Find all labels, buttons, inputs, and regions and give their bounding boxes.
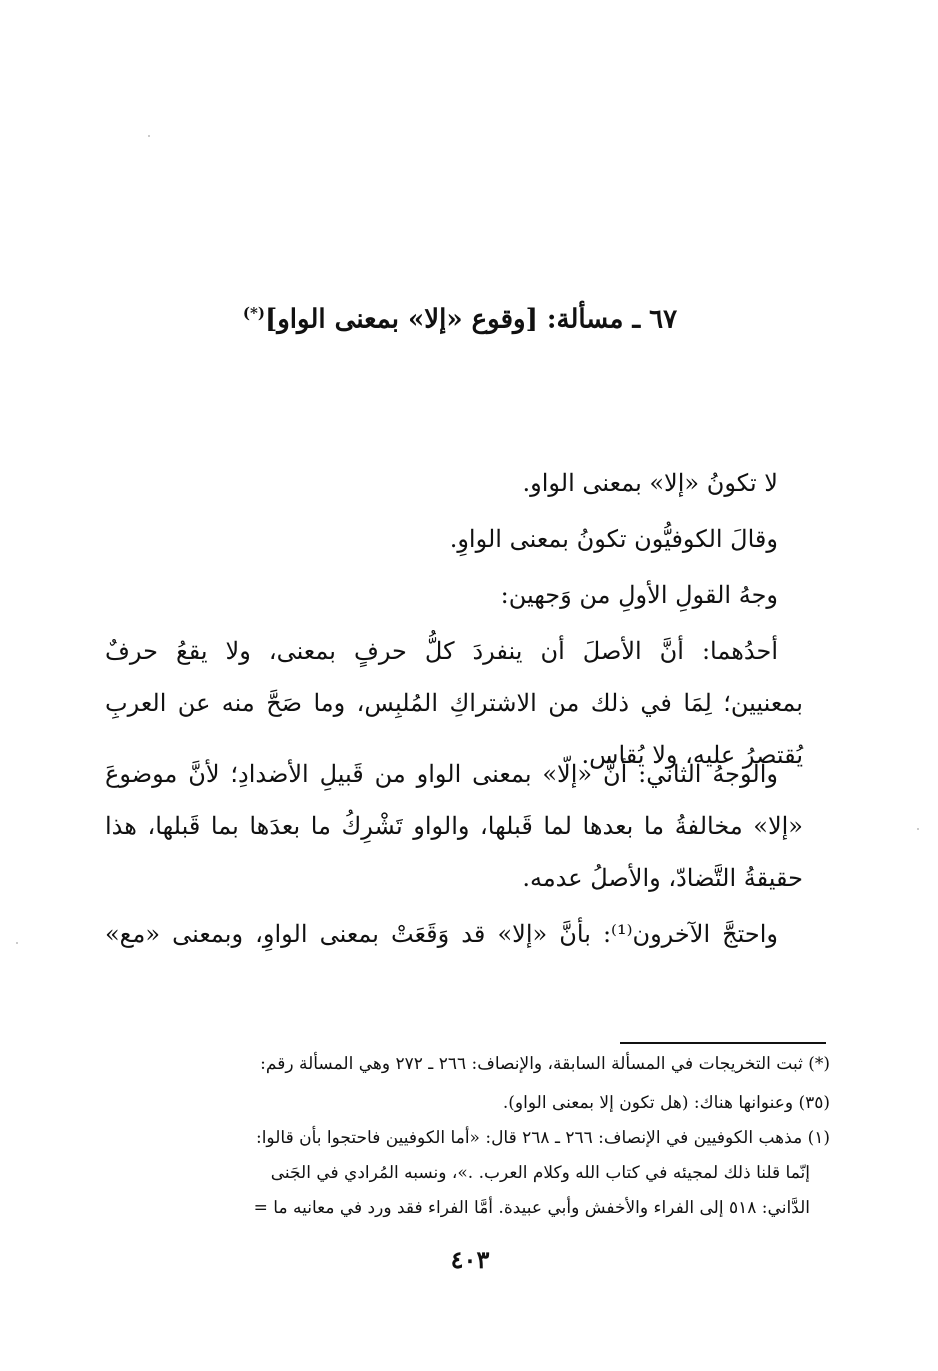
body-line: بمعنيين؛ لِمَا في ذلك من الاشتراكِ المُلبِس، وما صَحَّ منه عن العربِ xyxy=(105,689,803,717)
body-line: واحتجَّ الآخرون⁽¹⁾: بأنَّ «إلا» قد وَقَعَتْ بمعنى الواوِ، وبمعنى «مع» xyxy=(105,920,779,948)
body-line: أحدُهما: أنَّ الأصلَ أن ينفردَ كلُّ حرفٍ بمعنى، ولا يقعُ حرفٌ xyxy=(105,637,778,665)
body-line: والوجهُ الثاني: أنَّ «إلّا» بمعنى الواو من قَبيلِ الأضدادِ؛ لأنَّ موضوعَ xyxy=(105,760,778,788)
body-line: يُقتصرُ عليه، ولا يُقاس. xyxy=(581,741,803,769)
footnote-line: (١) مذهب الكوفيين في الإنصاف: ٢٦٦ ـ ٢٦٨ قال: «أما الكوفيين فاحتجوا بأن قالوا: xyxy=(255,1128,830,1148)
scan-speck xyxy=(16,942,18,944)
page-number: ٤٠٣ xyxy=(450,1245,490,1274)
title-footnote-marker: (*) xyxy=(242,304,265,322)
body-line: «إلا» مخالفةُ ما بعدها لما قَبلها، والواو تَشْرِكُ ما بعدَها بما قَبلها، هذا xyxy=(105,812,803,840)
body-line: وجهُ القولِ الأولِ من وَجهين: xyxy=(500,581,778,609)
footnote-line: الدَّاني: ٥١٨ إلى الفراء والأخفش وأبي عبيدة. أمَّا الفراء فقد ورد في معانيه ما = xyxy=(253,1198,810,1218)
footnote-line: (*) ثبت التخريجات في المسألة السابقة، والإنصاف: ٢٦٦ ـ ٢٧٢ وهي المسألة رقم: xyxy=(260,1054,830,1074)
section-title xyxy=(150,304,770,335)
body-line: حقيقةُ التَّضادّ، والأصلُ عدمه. xyxy=(522,864,803,892)
section-title-text: ٦٧ ـ مسألة: [وقوع «إلا» بمعنى الواو] xyxy=(264,304,678,335)
scan-speck xyxy=(917,828,919,830)
body-line: وقالَ الكوفيُّون تكونُ بمعنى الواوِ. xyxy=(449,525,778,553)
scan-speck xyxy=(148,135,150,137)
footnote-line: إنّما قلنا ذلك لمجيئه في كتاب الله وكلام العرب. .»، ونسبه المُرادي في الجَنى xyxy=(270,1163,810,1183)
footnote-separator xyxy=(620,1042,826,1044)
body-line: لا تكونُ «إلا» بمعنى الواو. xyxy=(522,469,778,497)
footnote-line: (٣٥) وعنوانها هناك: (هل تكون إلا بمعنى الواو). xyxy=(502,1093,830,1113)
